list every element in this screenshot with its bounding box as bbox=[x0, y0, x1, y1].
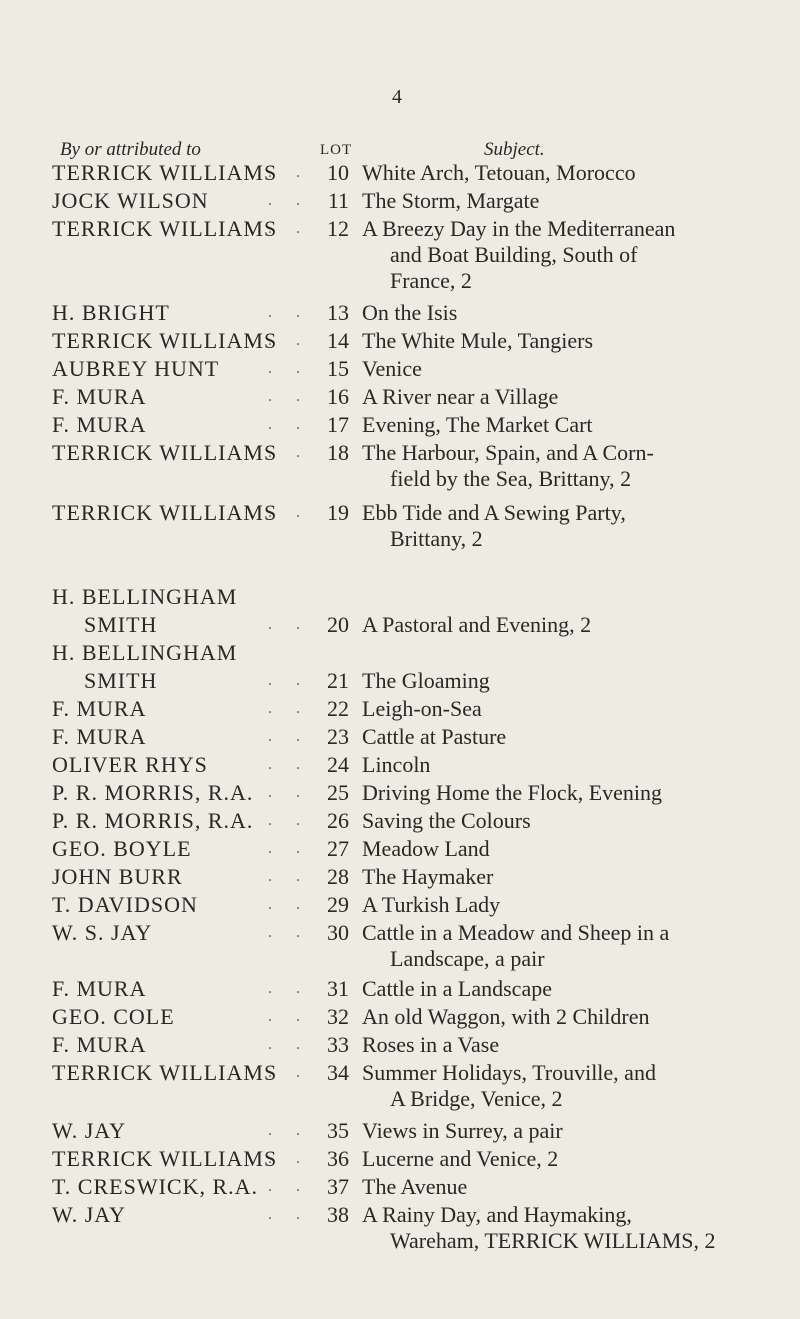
leader-dots: . . bbox=[268, 1064, 310, 1081]
subject-text: Lucerne and Venice, 2 bbox=[362, 1146, 559, 1171]
lot-number: 23 bbox=[327, 724, 349, 749]
artist-name: TERRICK WILLIAMS bbox=[52, 1060, 278, 1085]
subject-text: Venice bbox=[362, 356, 422, 381]
artist-name: H. BRIGHT bbox=[52, 300, 170, 325]
artist-name: GEO. COLE bbox=[52, 1004, 175, 1029]
lot-number: 34 bbox=[327, 1060, 349, 1085]
subject-text: The Storm, Margate bbox=[362, 188, 540, 213]
lot-column-header: LOT bbox=[320, 142, 353, 158]
leader-dots: . . bbox=[268, 416, 310, 433]
subject-text: A Pastoral and Evening, 2 bbox=[362, 612, 592, 637]
lot-number: 17 bbox=[327, 412, 349, 437]
artist-name: TERRICK WILLIAMS bbox=[52, 500, 278, 525]
leader-dots: . . bbox=[268, 756, 310, 773]
subject-text: On the Isis bbox=[362, 300, 458, 325]
subject-text: Summer Holidays, Trouville, and A Bridge, Venice, 2 bbox=[362, 1060, 656, 1111]
artist-name: F. MURA bbox=[52, 412, 147, 437]
lot-number: 13 bbox=[327, 300, 349, 325]
artist-name: W. JAY bbox=[52, 1118, 127, 1143]
subject-text: The Haymaker bbox=[362, 864, 494, 889]
subject-text: A Rainy Day, and Haymaking, Wareham, TERRICK WILLIAMS, 2 bbox=[362, 1202, 716, 1253]
artist-name: JOCK WILSON bbox=[52, 188, 209, 213]
lot-number: 10 bbox=[327, 160, 349, 185]
lot-number: 18 bbox=[327, 440, 349, 465]
lot-number: 25 bbox=[327, 780, 349, 805]
subject-column-header: Subject. bbox=[484, 139, 545, 160]
leader-dots: . . bbox=[268, 924, 310, 941]
artist-name: H. BELLINGHAM bbox=[52, 640, 238, 665]
lot-number: 15 bbox=[327, 356, 349, 381]
subject-text: Leigh-on-Sea bbox=[362, 696, 482, 721]
artist-name: T. CRESWICK, R.A. bbox=[52, 1174, 259, 1199]
subject-text: A Breezy Day in the Mediterranean and Boat Building, South of France, 2 bbox=[362, 216, 676, 293]
lot-number: 32 bbox=[327, 1004, 349, 1029]
lot-number: 24 bbox=[327, 752, 349, 777]
lot-number: 38 bbox=[327, 1202, 349, 1227]
artist-name: TERRICK WILLIAMS bbox=[52, 1146, 278, 1171]
leader-dots: . . bbox=[268, 812, 310, 829]
artist-name: W. JAY bbox=[52, 1202, 127, 1227]
subject-text: Cattle at Pasture bbox=[362, 724, 507, 749]
subject-text: The Harbour, Spain, and A Corn- field by the Sea, Brittany, 2 bbox=[362, 440, 654, 491]
leader-dots: . . bbox=[268, 784, 310, 801]
artist-name: F. MURA bbox=[52, 724, 147, 749]
artist-name-continued: SMITH bbox=[84, 668, 158, 693]
artist-column-header: By or attributed to bbox=[60, 139, 201, 160]
subject-text: The Avenue bbox=[362, 1174, 468, 1199]
subject-text: The White Mule, Tangiers bbox=[362, 328, 594, 353]
leader-dots: . . bbox=[268, 896, 310, 913]
lot-number: 16 bbox=[327, 384, 349, 409]
lot-number: 31 bbox=[327, 976, 349, 1001]
artist-name: H. BELLINGHAM bbox=[52, 584, 238, 609]
leader-dots: . . bbox=[268, 1150, 310, 1167]
leader-dots: . . bbox=[268, 728, 310, 745]
artist-name: T. DAVIDSON bbox=[52, 892, 198, 917]
page-number: 4 bbox=[392, 86, 402, 108]
leader-dots: . . bbox=[268, 444, 310, 461]
lot-number: 33 bbox=[327, 1032, 349, 1057]
subject-text: Roses in a Vase bbox=[362, 1032, 500, 1057]
leader-dots: . . bbox=[268, 1122, 310, 1139]
subject-text: White Arch, Tetouan, Morocco bbox=[362, 160, 636, 185]
artist-name: P. R. MORRIS, R.A. bbox=[52, 808, 254, 833]
artist-name: W. S. JAY bbox=[52, 920, 153, 945]
leader-dots: . . bbox=[268, 868, 310, 885]
leader-dots: . . bbox=[268, 164, 310, 181]
subject-text: Meadow Land bbox=[362, 836, 490, 861]
artist-name: TERRICK WILLIAMS bbox=[52, 328, 278, 353]
lot-number: 20 bbox=[327, 612, 349, 637]
subject-text: The Gloaming bbox=[362, 668, 490, 693]
artist-name: F. MURA bbox=[52, 976, 147, 1001]
subject-text: Cattle in a Meadow and Sheep in a Landscape, a pair bbox=[362, 920, 670, 971]
subject-text: A Turkish Lady bbox=[362, 892, 501, 917]
leader-dots: . . bbox=[268, 220, 310, 237]
leader-dots: . . bbox=[268, 304, 310, 321]
artist-name: F. MURA bbox=[52, 696, 147, 721]
artist-name: OLIVER RHYS bbox=[52, 752, 208, 777]
subject-text: A River near a Village bbox=[362, 384, 559, 409]
leader-dots: . . bbox=[268, 700, 310, 717]
lot-number: 29 bbox=[327, 892, 349, 917]
leader-dots: . . bbox=[268, 388, 310, 405]
subject-text: An old Waggon, with 2 Children bbox=[362, 1004, 650, 1029]
lot-number: 28 bbox=[327, 864, 349, 889]
subject-text: Evening, The Market Cart bbox=[362, 412, 593, 437]
subject-text: Saving the Colours bbox=[362, 808, 531, 833]
leader-dots: . . bbox=[268, 840, 310, 857]
artist-name: TERRICK WILLIAMS bbox=[52, 216, 278, 241]
artist-name: JOHN BURR bbox=[52, 864, 183, 889]
leader-dots: . . bbox=[268, 672, 310, 689]
subject-text: Ebb Tide and A Sewing Party, Brittany, 2 bbox=[362, 500, 626, 551]
leader-dots: . . bbox=[268, 616, 310, 633]
artist-name: TERRICK WILLIAMS bbox=[52, 440, 278, 465]
lot-number: 30 bbox=[327, 920, 349, 945]
artist-name: F. MURA bbox=[52, 384, 147, 409]
lot-number: 12 bbox=[327, 216, 349, 241]
leader-dots: . . bbox=[268, 1036, 310, 1053]
leader-dots: . . bbox=[268, 1206, 310, 1223]
lot-number: 21 bbox=[327, 668, 349, 693]
subject-text: Driving Home the Flock, Evening bbox=[362, 780, 663, 805]
lot-number: 35 bbox=[327, 1118, 349, 1143]
lot-number: 27 bbox=[327, 836, 349, 861]
artist-name-continued: SMITH bbox=[84, 612, 158, 637]
lot-number: 14 bbox=[327, 328, 349, 353]
lot-number: 22 bbox=[327, 696, 349, 721]
leader-dots: . . bbox=[268, 504, 310, 521]
lot-number: 19 bbox=[327, 500, 349, 525]
artist-name: P. R. MORRIS, R.A. bbox=[52, 780, 254, 805]
subject-text: Views in Surrey, a pair bbox=[362, 1118, 563, 1143]
artist-name: F. MURA bbox=[52, 1032, 147, 1057]
artist-name: TERRICK WILLIAMS bbox=[52, 160, 278, 185]
artist-name: AUBREY HUNT bbox=[52, 356, 220, 381]
leader-dots: . . bbox=[268, 1008, 310, 1025]
lot-number: 37 bbox=[327, 1174, 349, 1199]
lot-number: 26 bbox=[327, 808, 349, 833]
lot-number: 11 bbox=[327, 188, 349, 213]
lot-number: 36 bbox=[327, 1146, 349, 1171]
leader-dots: . . bbox=[268, 192, 310, 209]
leader-dots: . . bbox=[268, 332, 310, 349]
leader-dots: . . bbox=[268, 980, 310, 997]
artist-name: GEO. BOYLE bbox=[52, 836, 192, 861]
subject-text: Cattle in a Landscape bbox=[362, 976, 552, 1001]
leader-dots: . . bbox=[268, 360, 310, 377]
subject-text: Lincoln bbox=[362, 752, 431, 777]
leader-dots: . . bbox=[268, 1178, 310, 1195]
